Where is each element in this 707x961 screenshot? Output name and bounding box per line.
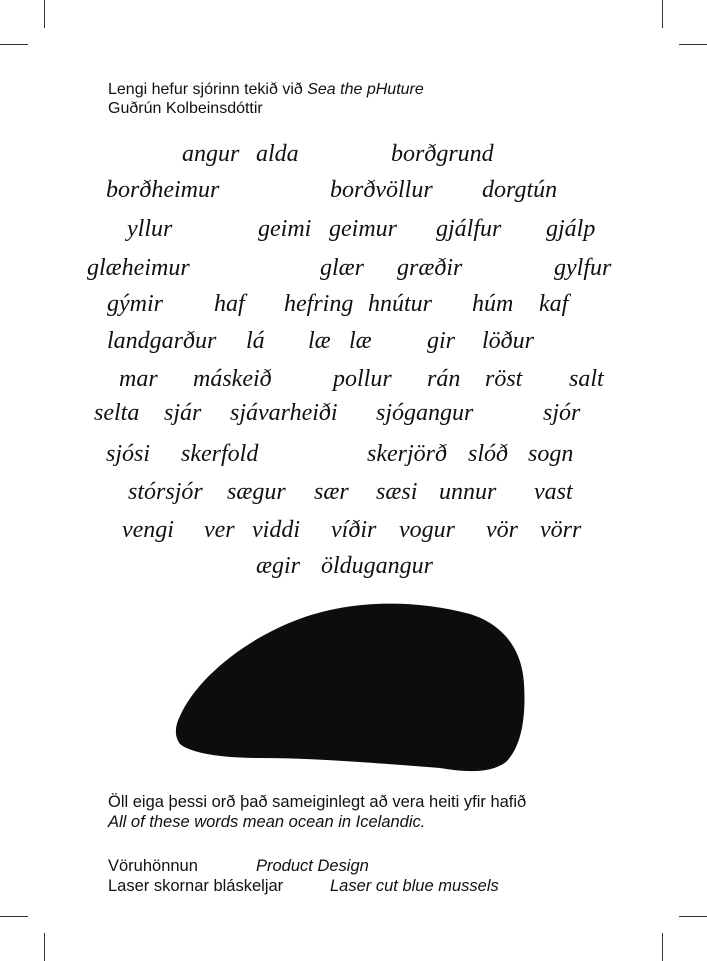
word: vast — [534, 479, 573, 505]
word: salt — [569, 366, 604, 392]
word: röst — [485, 366, 523, 392]
crop-mark — [0, 44, 28, 45]
word: skerfold — [181, 441, 259, 467]
word: sær — [314, 479, 349, 505]
word: sogn — [528, 441, 574, 467]
word: máskeið — [193, 366, 272, 392]
word: slóð — [468, 441, 509, 467]
word: unnur — [439, 479, 497, 505]
word: hnútur — [368, 291, 433, 317]
word: sægur — [227, 479, 286, 505]
word: viddi — [252, 517, 300, 543]
word: sjógangur — [376, 400, 474, 426]
footer — [108, 792, 526, 832]
title-en: Sea the pHuture — [307, 81, 424, 98]
word: alda — [256, 141, 299, 167]
word: öldugangur — [321, 553, 434, 579]
word: vör — [486, 517, 518, 543]
word: læ — [349, 328, 372, 354]
word: glær — [320, 255, 365, 281]
word: sjósi — [106, 441, 151, 467]
word: sjór — [543, 400, 581, 426]
word: lá — [246, 328, 265, 354]
crop-mark — [44, 933, 45, 961]
word: pollur — [333, 366, 392, 392]
word: haf — [214, 291, 245, 317]
word: dorgtún — [482, 177, 558, 203]
word: hefring — [284, 291, 354, 317]
header — [108, 80, 424, 118]
word: gjálfur — [436, 216, 502, 242]
credit-row — [108, 876, 499, 896]
word: glæheimur — [87, 255, 190, 281]
crop-mark — [0, 916, 28, 917]
credit-label-en: Product Design — [256, 857, 369, 875]
word: gir — [427, 328, 456, 354]
word: landgarður — [107, 328, 217, 354]
crop-mark — [662, 0, 663, 28]
word: sjávarheiði — [230, 400, 338, 426]
footer-is: Öll eiga þessi orð það sameiginlegt að vera heiti yfir hafið — [108, 793, 527, 811]
word: rán — [427, 366, 461, 392]
word: ægir — [256, 553, 301, 579]
word: húm — [472, 291, 514, 317]
credit-row — [108, 856, 369, 876]
credit-label-is: Laser skornar bláskeljar — [108, 877, 284, 895]
title-is: Lengi hefur sjórinn tekið við — [108, 81, 303, 98]
word: yllur — [127, 216, 173, 242]
credit-label-en: Laser cut blue mussels — [330, 877, 499, 895]
word: ver — [204, 517, 235, 543]
word: borðheimur — [106, 177, 220, 203]
word: angur — [182, 141, 240, 167]
word: geimur — [329, 216, 397, 242]
word: gýmir — [107, 291, 163, 317]
author: Guðrún Kolbeinsdóttir — [108, 100, 263, 117]
crop-mark — [662, 933, 663, 961]
word: mar — [119, 366, 158, 392]
crop-mark — [679, 44, 707, 45]
word: geimi — [258, 216, 312, 242]
word: læ — [308, 328, 331, 354]
word: borðvöllur — [330, 177, 433, 203]
word: stórsjór — [128, 479, 203, 505]
word: vengi — [122, 517, 174, 543]
word: selta — [94, 400, 140, 426]
word: gjálp — [546, 216, 596, 242]
crop-mark — [44, 0, 45, 28]
word: kaf — [539, 291, 569, 317]
word: gylfur — [554, 255, 612, 281]
title-line — [108, 80, 424, 99]
word: víðir — [331, 517, 377, 543]
footer-en: All of these words mean ocean in Icelandic. — [108, 813, 426, 831]
word: sæsi — [376, 479, 418, 505]
word: sjár — [164, 400, 202, 426]
word: borðgrund — [391, 141, 494, 167]
word: löður — [482, 328, 535, 354]
word: vogur — [399, 517, 455, 543]
word: vörr — [540, 517, 582, 543]
mussel-shell-image — [170, 596, 530, 778]
word: græðir — [397, 255, 463, 281]
credit-label-is: Vöruhönnun — [108, 857, 198, 875]
word: skerjörð — [367, 441, 447, 467]
crop-mark — [679, 916, 707, 917]
